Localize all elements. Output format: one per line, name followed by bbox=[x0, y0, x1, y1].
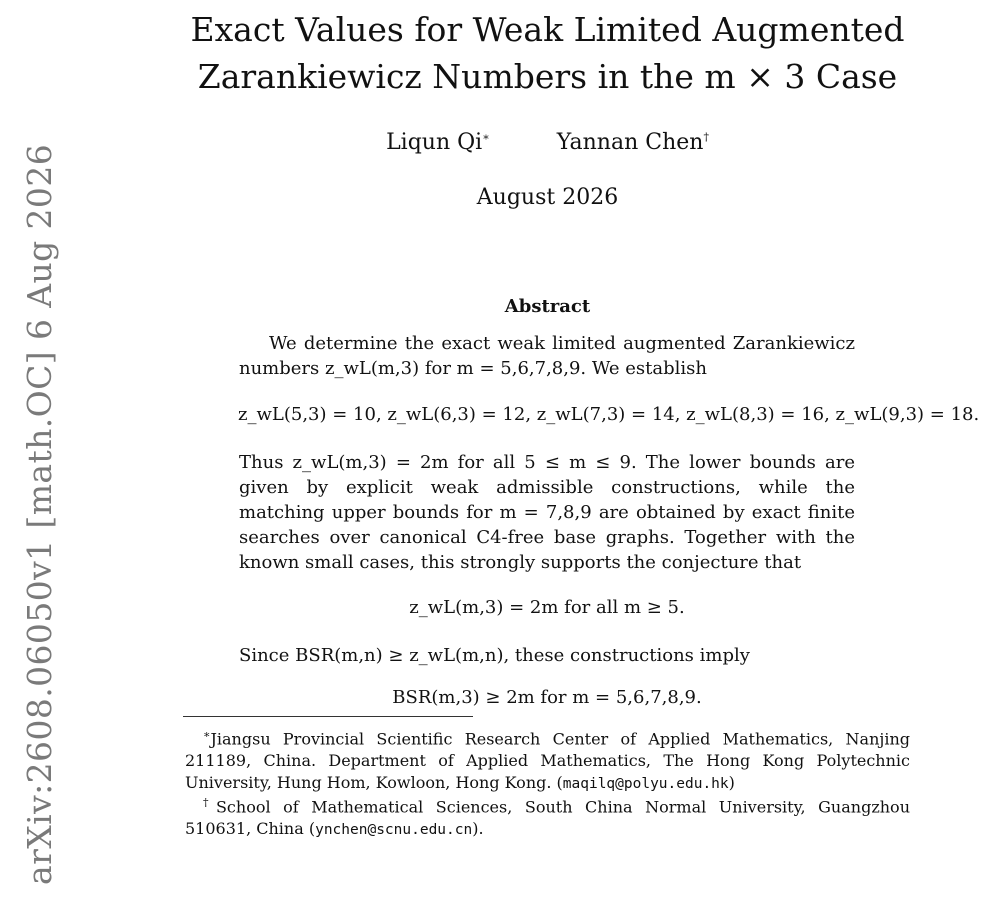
abstract-equation-values: z_wL(5,3) = 10, z_wL(6,3) = 12, z_wL(7,3) = 14, z_wL(8,3) = 16, z_wL(9,3) = 18. bbox=[238, 404, 980, 425]
arxiv-identifier-stamp: arXiv:2608.06050v1 [math.OC] 6 Aug 2026 bbox=[20, 143, 59, 885]
footnote-1: ∗Jiangsu Provincial Scientific Research Center of Applied Mathematics, Nanjing 211189, China. Department of Applied Mathematics, The Hong Kong Polytechnic University, Hung Hom, Kowloon, Hong Kong. (maqilq@polyu.edu.hk) bbox=[185, 728, 910, 793]
email-link-chen[interactable]: ynchen@scnu.edu.cn bbox=[315, 822, 473, 839]
paper-date: August 2026 bbox=[476, 185, 619, 210]
author-list bbox=[170, 130, 925, 155]
author-1: Liqun Qi∗ bbox=[386, 130, 490, 155]
paper-title-line-1: Exact Values for Weak Limited Augmented bbox=[190, 10, 905, 49]
email-link-qi[interactable]: maqilq@polyu.edu.hk bbox=[562, 776, 729, 793]
footnote-2: †School of Mathematical Sciences, South China Normal University, Guangzhou 510631, China (ynchen@scnu.edu.cn). bbox=[185, 796, 910, 839]
abstract-paragraph-3: Since BSR(m,n) ≥ z_wL(m,n), these constructions imply bbox=[239, 645, 750, 666]
abstract-paragraph-2: Thus z_wL(m,3) = 2m for all 5 ≤ m ≤ 9. The lower bounds are given by explicit weak admissible constructions, while the matching upper bounds for m = 7,8,9 are obtained by exact finite searches over canonical C4-free base graphs. Together with the known small cases, this strongly supports the conjecture that bbox=[239, 452, 855, 573]
abstract-equation-conjecture: z_wL(m,3) = 2m for all m ≥ 5. bbox=[409, 597, 685, 618]
author-2: Yannan Chen† bbox=[556, 130, 709, 155]
paper-title-line-2: Zarankiewicz Numbers in the m × 3 Case bbox=[197, 57, 898, 96]
abstract-heading: Abstract bbox=[504, 296, 591, 317]
abstract-paragraph-1: We determine the exact weak limited augmented Zarankiewicz numbers z_wL(m,3) for m = 5,6,7,8,9. We establish bbox=[239, 333, 855, 379]
abstract-equation-bsr: BSR(m,3) ≥ 2m for m = 5,6,7,8,9. bbox=[392, 687, 702, 708]
footnote-divider bbox=[183, 716, 473, 717]
